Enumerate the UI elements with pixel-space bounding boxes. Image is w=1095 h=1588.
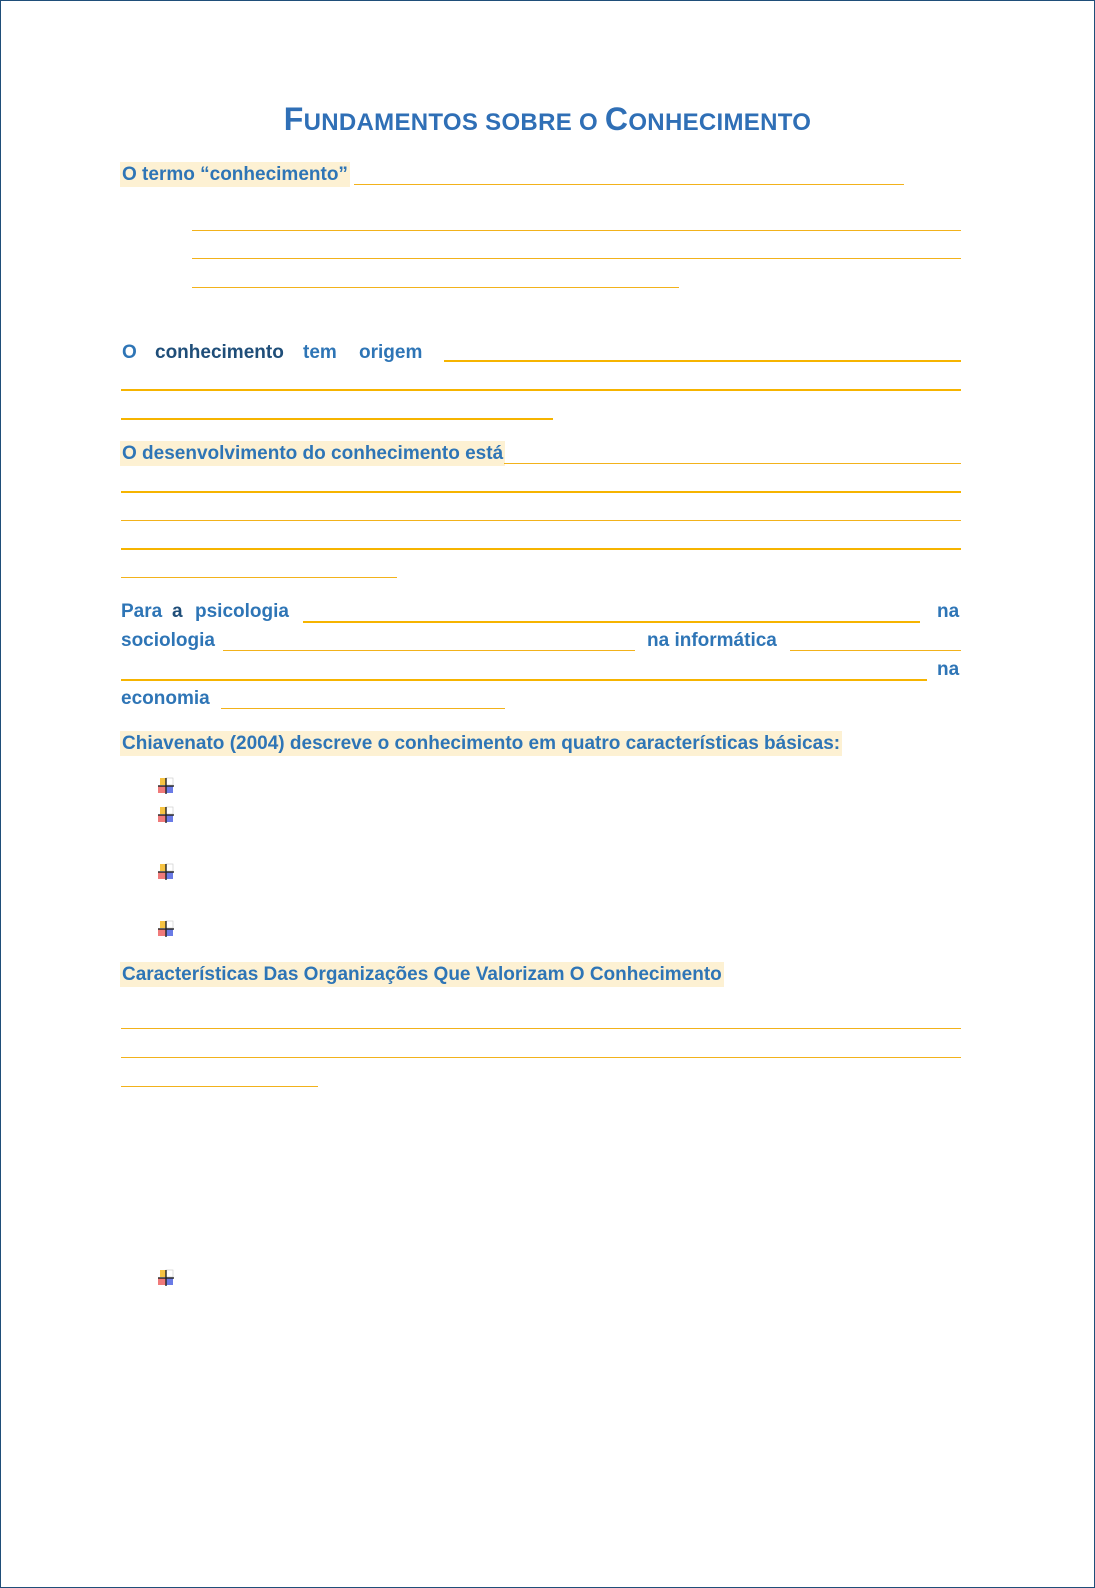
fill-line xyxy=(121,548,961,550)
list-bullet-icon xyxy=(157,777,175,795)
fill-line xyxy=(192,230,961,231)
page-title: FUNDAMENTOS SOBRE O CONHECIMENTO xyxy=(283,101,812,137)
fill-line xyxy=(121,679,927,681)
fill-line xyxy=(444,360,961,362)
fill-line xyxy=(121,577,397,578)
fill-line xyxy=(504,463,961,464)
list-bullet-icon xyxy=(157,1269,175,1287)
fill-line xyxy=(192,258,961,259)
label-na: na xyxy=(937,601,960,622)
label-na-informatica: na informática xyxy=(647,630,777,651)
fill-line xyxy=(223,650,635,651)
label-economia: economia xyxy=(121,688,210,709)
label-termo-conhecimento: O termo “conhecimento” xyxy=(122,164,348,185)
document-page: FUNDAMENTOS SOBRE O CONHECIMENTO O termo “conhecimento” O conhecimento tem origem O desenvolvimento do conhecimento está Para a psicologia na sociologia na informática na economia Chiavenato (2004) descreve o conhecimento em quatro características básicas: Características Das Organizações Que Valorizam O Conhecimento xyxy=(0,0,1095,1588)
label-chiavenato: Chiavenato (2004) descreve o conhecimento em quatro características básicas: xyxy=(122,733,841,754)
fill-line xyxy=(121,1057,961,1058)
fill-line xyxy=(121,520,961,521)
fill-line xyxy=(790,650,961,651)
fill-line xyxy=(121,1086,318,1087)
label-para: Para xyxy=(121,601,163,622)
fill-line xyxy=(192,287,679,288)
fill-line xyxy=(354,184,904,185)
label-caracteristicas-organizacoes: Características Das Organizações Que Valorizam O Conhecimento xyxy=(122,964,722,985)
label-desenvolvimento: O desenvolvimento do conhecimento está xyxy=(122,443,504,464)
label-a: a xyxy=(172,601,183,622)
fill-line xyxy=(121,418,553,420)
list-bullet-icon xyxy=(157,920,175,938)
fill-line xyxy=(121,1028,961,1029)
fill-line xyxy=(221,708,505,709)
label-sociologia: sociologia xyxy=(121,630,215,651)
fill-line xyxy=(121,491,961,493)
list-bullet-icon xyxy=(157,863,175,881)
fill-line xyxy=(303,621,920,623)
fill-line xyxy=(121,389,961,391)
list-bullet-icon xyxy=(157,806,175,824)
label-na: na xyxy=(937,659,960,680)
label-psicologia: psicologia xyxy=(195,601,289,622)
